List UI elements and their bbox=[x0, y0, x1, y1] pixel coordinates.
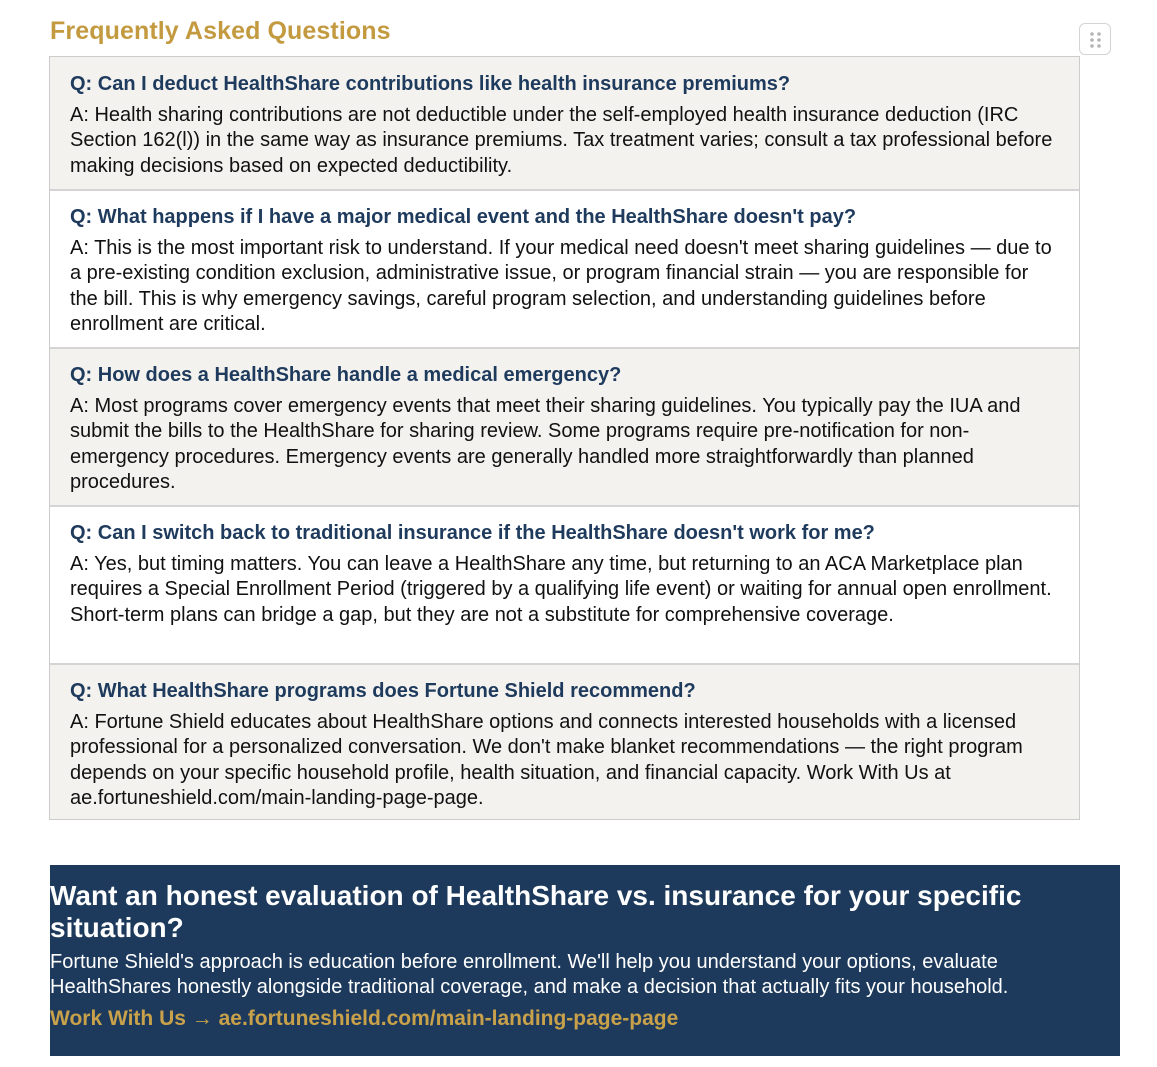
faq-item bbox=[50, 505, 1079, 663]
faq-item bbox=[50, 663, 1079, 819]
faq-item bbox=[50, 189, 1079, 347]
faq-question: Q: What happens if I have a major medical event and the HealthShare doesn't pay? bbox=[70, 206, 857, 228]
faq-item bbox=[50, 57, 1079, 189]
faq-question: Q: What HealthShare programs does Fortune Shield recommend? bbox=[70, 680, 696, 702]
faq-list bbox=[49, 56, 1080, 820]
work-with-us-link[interactable]: Work With Us → ae.fortuneshield.com/main-landing-page-page bbox=[50, 1007, 679, 1030]
faq-answer: A: Yes, but timing matters. You can leave a HealthShare any time, but returning to an ACA Marketplace plan requires a Special Enrollment Period (triggered by a qualifying life event) or waiting for annual open enrollment. Short-term plans can bridge a gap, but they are not a substitute for comprehensive coverage. bbox=[70, 553, 1052, 626]
faq-question: Q: How does a HealthShare handle a medical emergency? bbox=[70, 364, 622, 386]
faq-answer: A: Most programs cover emergency events that meet their sharing guidelines. You typically pay the IUA and submit the bills to the HealthShare for sharing review. Some programs require pre-notification for non-emergency procedures. Emergency events are generally handled more straightforwardly than planned procedures. bbox=[70, 395, 1021, 493]
grip-dots-icon bbox=[1088, 31, 1104, 49]
faq-item bbox=[50, 347, 1079, 505]
faq-answer: A: Health sharing contributions are not deductible under the self-employed health insurance deduction (IRC Section 162(l)) in the same way as insurance premiums. Tax treatment varies; consult a tax professional before making decisions based on expected deductibility. bbox=[70, 104, 1053, 177]
faq-answer: A: Fortune Shield educates about HealthShare options and connects interested households with a licensed professional for a personalized conversation. We don't make blanket recommendations — the right program depends on your specific household profile, health situation, and financial capacity. Work With Us at ae.fortuneshield.com/main-landing-page-page. bbox=[70, 711, 1023, 809]
faq-question: Q: Can I switch back to traditional insurance if the HealthShare doesn't work for me? bbox=[70, 522, 875, 544]
faq-heading: Frequently Asked Questions bbox=[50, 17, 391, 45]
cta-title: Want an honest evaluation of HealthShare vs. insurance for your specific situation? bbox=[50, 880, 1022, 943]
cta-banner bbox=[50, 865, 1120, 1056]
drag-handle-button[interactable] bbox=[1079, 23, 1111, 55]
faq-question: Q: Can I deduct HealthShare contributions like health insurance premiums? bbox=[70, 73, 791, 95]
cta-description: Fortune Shield's approach is education before enrollment. We'll help you understand your options, evaluate HealthShares honestly alongside traditional coverage, and make a decision that actually fits your household. bbox=[50, 951, 1009, 998]
faq-answer: A: This is the most important risk to understand. If your medical need doesn't meet sharing guidelines — due to a pre-existing condition exclusion, administrative issue, or program financial strain — you are responsible for the bill. This is why emergency savings, careful program selection, and understanding guidelines before enrollment are critical. bbox=[70, 237, 1052, 335]
